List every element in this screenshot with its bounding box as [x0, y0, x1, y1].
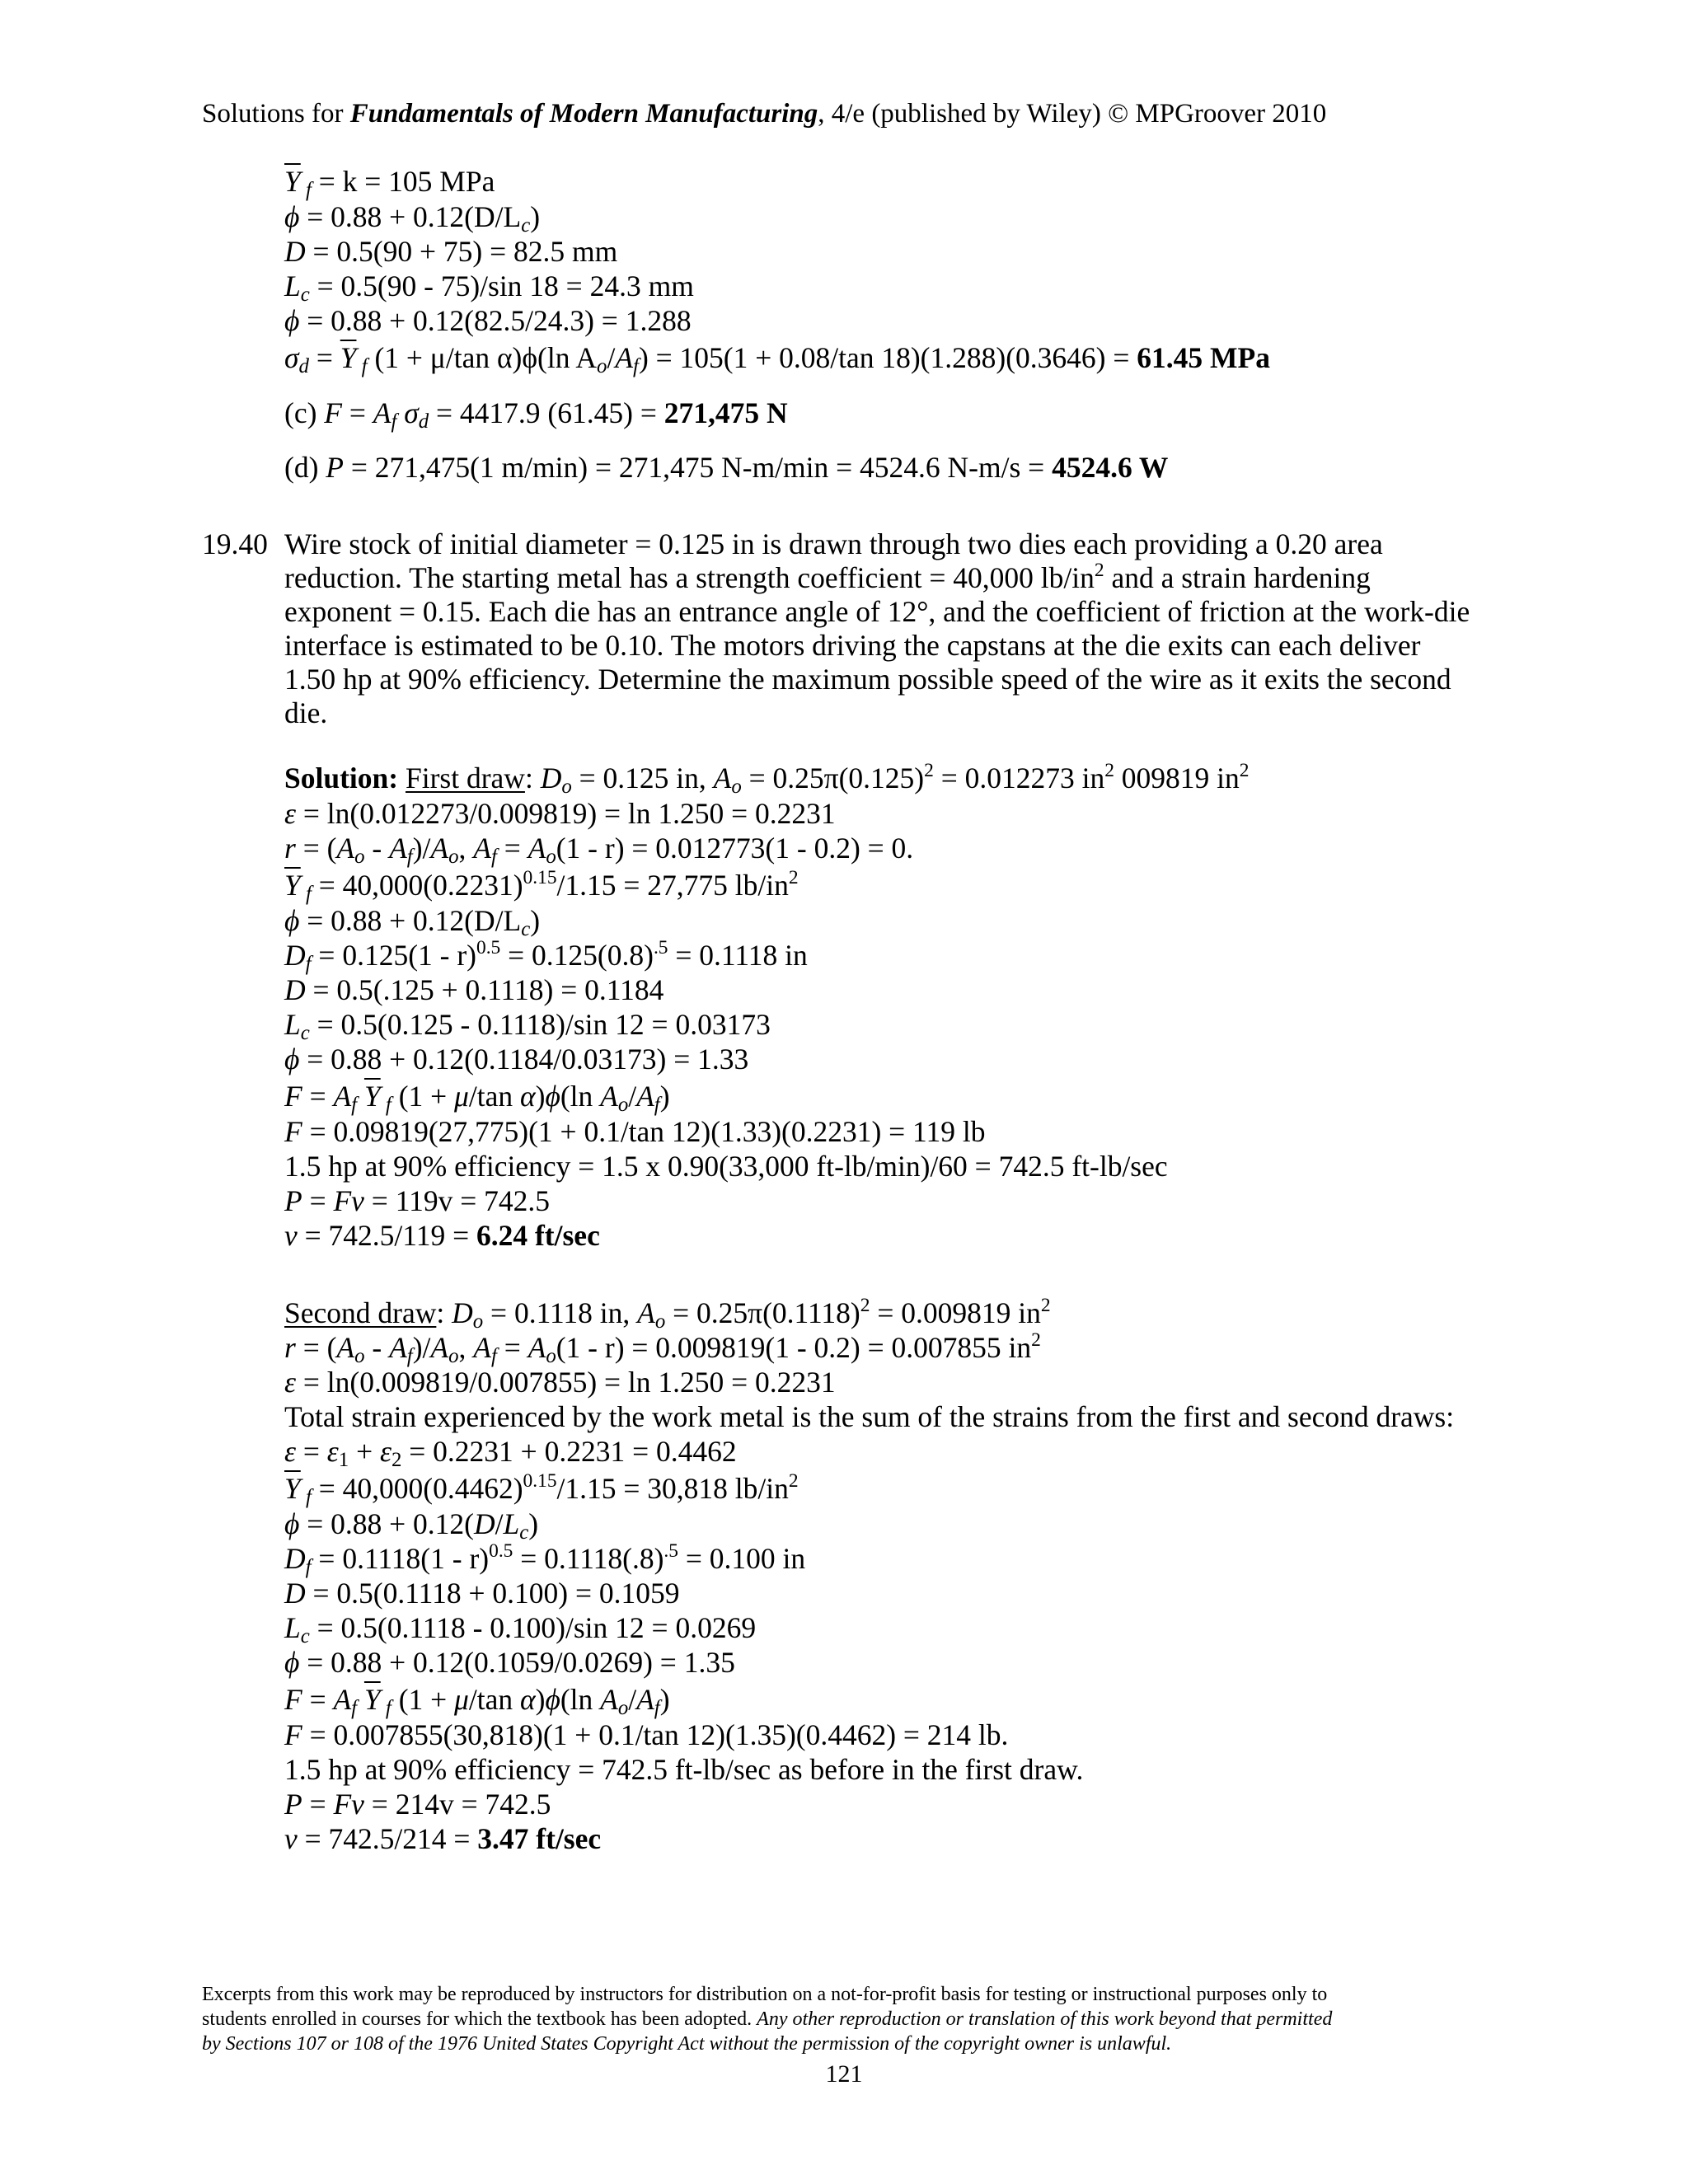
second-draw-d: D = 0.5(0.1118 + 0.100) = 0.1059 — [284, 1577, 680, 1610]
second-draw-force-calc: F = 0.007855(30,818)(1 + 0.1/tan 12)(1.35)(0.4462) = 214 lb. — [284, 1718, 1009, 1751]
eq-phi-value: ϕ = 0.88 + 0.12(82.5/24.3) = 1.288 — [284, 304, 692, 337]
first-draw-line-1: Solution: First draw: $D_o = 0.125$ in, $A_o = 0.25\pi(0.125)^2 = 0.012273$ $in^2$ 009819 $in^2$ — [284, 760, 1250, 798]
first-draw-phi-value: ϕ = 0.88 + 0.12(0.1184/0.03173) = 1.33 — [284, 1043, 749, 1076]
first-draw-d: D = 0.5(.125 + 0.1118) = 0.1184 — [284, 973, 664, 1006]
footer-line-3: by Sections 107 or 108 of the 1976 United States Copyright Act without the permission of the copyright owner is unlawful. — [202, 2033, 1172, 2055]
second-draw-yf: $\overline{Y}$ $_f = 40,000(0.4462)^{0.15}/1.15 = 30,818$ $lb/in^2$ — [284, 1470, 799, 1508]
first-draw-force-formula: $F = A_f$ $\overline{Y}$ $_f$ (1 + μ/tan α)ϕ(ln $A_o/A_f$) — [284, 1080, 670, 1116]
problem-line-1: Wire stock of initial diameter = 0.125 in is drawn through two dies each providing a 0.20 area — [284, 527, 1383, 560]
eq-lc: $L_c = 0.5(90 - 75)/\sin$ 18 = 24.3 mm — [284, 269, 694, 306]
eq-part-d: (d) P = 271,475(1 m/min) = 271,475 N-m/min = 4524.6 N-m/s = 4524.6 W — [284, 451, 1169, 484]
second-draw-total: Total strain experienced by the work metal is the sum of the strains from the first and second draws: — [284, 1400, 1455, 1433]
first-draw-df: $D_f = 0.125(1 - r)^{0.5} = 0.125(0.8)^{.5} = 0.1118$ in — [284, 937, 808, 975]
first-draw-lc: $L_c = 0.5(0.125 - 0.1118)/\sin$ 12 = 0.03173 — [284, 1008, 771, 1044]
first-draw-power: P = Fv = 119v = 742.5 — [284, 1184, 551, 1217]
page-header — [202, 97, 1326, 130]
first-draw-reduction: $r = (A_o - A_f)/A_o$, $A_f = A_o(1 - r) = 0.012773(1 - 0.2) = 0$. — [284, 832, 914, 868]
header-suffix: , 4/e (published by Wiley) © MPGroover 2010 — [818, 99, 1327, 129]
eq-yf: $\overline{Y}$ $_f$ = k = 105 MPa — [284, 165, 495, 201]
second-draw-phi-formula: $\phi = 0.88 + 0.12(D/L_c)$ — [284, 1507, 539, 1544]
solution-first-draw — [284, 758, 1250, 1253]
page-number: 121 — [825, 2060, 863, 2088]
second-draw-power: P = Fv = 214v = 742.5 — [284, 1788, 551, 1821]
header-prefix: Solutions for — [202, 99, 350, 129]
problem-line-2: reduction. The starting metal has a strength coefficient = 40,000 $lb/in^2$ and a strain hardening — [284, 560, 1371, 594]
problem-line-6: die. — [284, 696, 328, 729]
eq-sigma: $\sigma_d = \overline{Y}$ $_f$ (1 + μ/tan α)ϕ(ln $A_o/A_f) = 105(1 + 0.08/\tan$ 18)(1.288)(0.3646) = 61.45 MPa — [284, 341, 1270, 377]
eq-part-c: (c) $F = A_f$ $\sigma_d = 4417.9$ (61.45) = 271,475 N — [284, 396, 788, 433]
second-draw-line-1: Second draw: $D_o = 0.1118$ in, $A_o = 0.25\pi(0.1118)^2 = 0.009819$ $in^2$ — [284, 1295, 1051, 1333]
book-title: Fundamentals of Modern Manufacturing — [349, 99, 818, 129]
problem-statement — [284, 527, 1470, 730]
first-draw-hp: 1.5 hp at 90% efficiency = 1.5 x 0.90(33,000 ft-lb/min)/60 = 742.5 ft-lb/sec — [284, 1150, 1168, 1183]
second-draw-sum: $\varepsilon = \varepsilon_1 + \varepsilon_2 = 0.2231 + 0.2231 = 0.4462$ — [284, 1435, 737, 1471]
problem-line-4: interface is estimated to be 0.10. The motors driving the capstans at the die exits can each deliver — [284, 629, 1421, 662]
second-draw-reduction: $r = (A_o - A_f)/A_o$, $A_f = A_o(1 - r) = 0.009819(1 - 0.2) = 0.007855$ $in^2$ — [284, 1329, 1041, 1367]
second-draw-velocity: v = 742.5/214 = 3.47 ft/sec — [284, 1822, 602, 1855]
problem-line-3: exponent = 0.15. Each die has an entrance angle of 12°, and the coefficient of friction at the work-die — [284, 595, 1470, 628]
copyright-footer — [202, 1982, 1496, 2056]
first-draw-velocity: v = 742.5/119 = 6.24 ft/sec — [284, 1219, 600, 1252]
first-draw-force-calc: F = 0.09819(27,775)(1 + 0.1/tan 12)(1.33)(0.2231) = 119 lb — [284, 1115, 986, 1148]
second-draw-force-formula: $F = A_f$ $\overline{Y}$ $_f$ (1 + μ/tan α)ϕ(ln $A_o/A_f$) — [284, 1683, 670, 1719]
first-draw-strain: ε = ln(0.012273/0.009819) = ln 1.250 = 0.2231 — [284, 797, 836, 830]
eq-d: D = 0.5(90 + 75) = 82.5 mm — [284, 235, 618, 268]
solution-second-draw — [284, 1296, 1454, 1856]
second-draw-strain: ε = ln(0.009819/0.007855) = ln 1.250 = 0.2231 — [284, 1366, 836, 1399]
eq-phi-formula: $\phi = 0.88 + 0.12(D/L_c)$ — [284, 200, 541, 237]
second-draw-hp: 1.5 hp at 90% efficiency = 742.5 ft-lb/sec as before in the first draw. — [284, 1753, 1084, 1786]
footer-line-2: students enrolled in courses for which the textbook has been adopted. Any other reproduction or translation of this work beyond that permitted — [202, 2008, 1333, 2030]
second-draw-lc: $L_c = 0.5(0.1118 - 0.100)/\sin$ 12 = 0.0269 — [284, 1611, 757, 1647]
footer-line-1: Excerpts from this work may be reproduced by instructors for distribution on a not-for-profit basis for testing or instructional purposes only to — [202, 1984, 1328, 2005]
first-draw-yf: $\overline{Y}$ $_f = 40,000(0.2231)^{0.15}/1.15 = 27,775$ $lb/in^2$ — [284, 867, 799, 905]
part-b-continuation — [284, 162, 1270, 485]
second-draw-phi-value: ϕ = 0.88 + 0.12(0.1059/0.0269) = 1.35 — [284, 1646, 735, 1679]
problem-line-5: 1.50 hp at 90% efficiency. Determine the maximum possible speed of the wire as it exits the second — [284, 663, 1451, 696]
first-draw-phi-formula: $\phi = 0.88 + 0.12(D/L_c)$ — [284, 904, 541, 940]
second-draw-df: $D_f = 0.1118(1 - r)^{0.5} = 0.1118(.8)^{.5} = 0.100$ in — [284, 1540, 806, 1578]
problem-number: 19.40 — [202, 527, 268, 560]
